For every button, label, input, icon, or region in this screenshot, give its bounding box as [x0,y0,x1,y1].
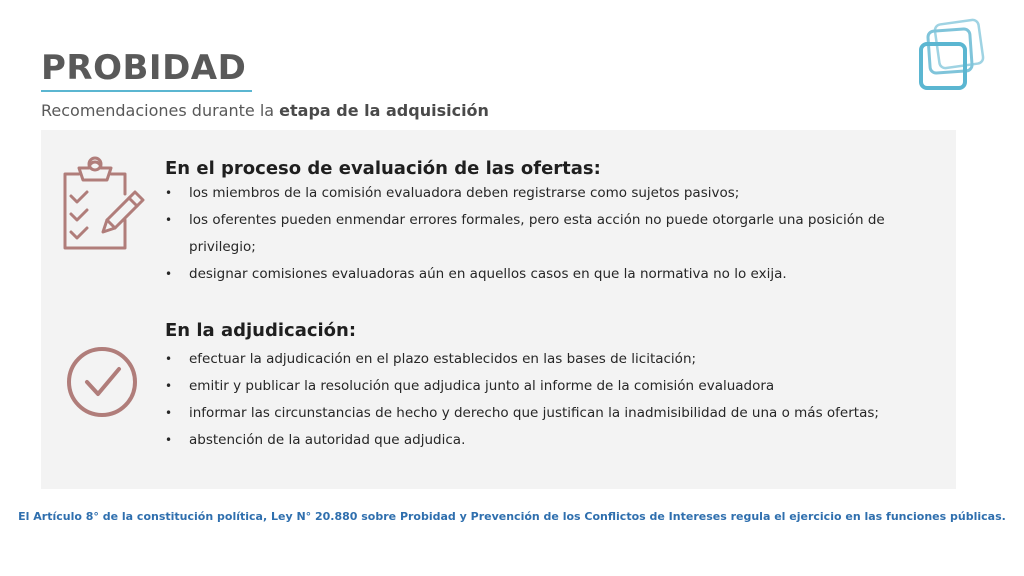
section-adjudicacion [165,318,945,454]
list-item-text: efectuar la adjudicación en el plazo establecidos en las bases de licitación; [189,351,697,367]
bullet: • [165,186,173,200]
footer-note: El Artículo 8° de la constitución política, Ley N° 20.880 sobre Probidad y Prevención de los Conflictos de Intereses regula el ejercicio en las funciones públicas. [18,510,1006,523]
page-title: PROBIDAD [41,48,247,88]
list-item-text: los oferentes pueden enmendar errores formales, pero esta acción no puede otorgarle una posición de privilegio; [189,212,885,255]
list-item-text: designar comisiones evaluadoras aún en aquellos casos en que la normativa no lo exija. [189,266,787,282]
section-evaluacion [165,156,945,288]
check-circle-icon [64,344,140,420]
bullet: • [165,406,173,420]
page-subtitle [41,101,489,120]
list-item [165,427,945,454]
clipboard-checklist-icon [57,154,147,254]
subtitle-emphasis: etapa de la adquisición [279,101,489,120]
list-item-text: los miembros de la comisión evaluadora deben registrarse como sujetos pasivos; [189,185,740,201]
section-heading: En el proceso de evaluación de las ofertas: [165,158,601,179]
subtitle-prefix: Recomendaciones durante la [41,101,280,120]
list-item [165,261,945,288]
list-item [165,373,945,400]
list-item [165,207,945,261]
bullet: • [165,433,173,447]
bullet: • [165,267,173,281]
section-heading: En la adjudicación: [165,320,357,341]
list-item-text: abstención de la autoridad que adjudica. [189,432,466,448]
bullet: • [165,213,173,227]
bullet: • [165,379,173,393]
title-underline [41,90,252,92]
squares-logo-icon [915,18,987,94]
list-item-text: emitir y publicar la resolución que adjudica junto al informe de la comisión evaluadora [189,378,775,394]
list-item-text: informar las circunstancias de hecho y derecho que justifican la inadmisibilidad de una o más ofertas; [189,405,879,421]
bullet-list [165,180,945,288]
list-item [165,400,945,427]
list-item [165,180,945,207]
list-item [165,346,945,373]
bullet: • [165,352,173,366]
bullet-list [165,346,945,454]
